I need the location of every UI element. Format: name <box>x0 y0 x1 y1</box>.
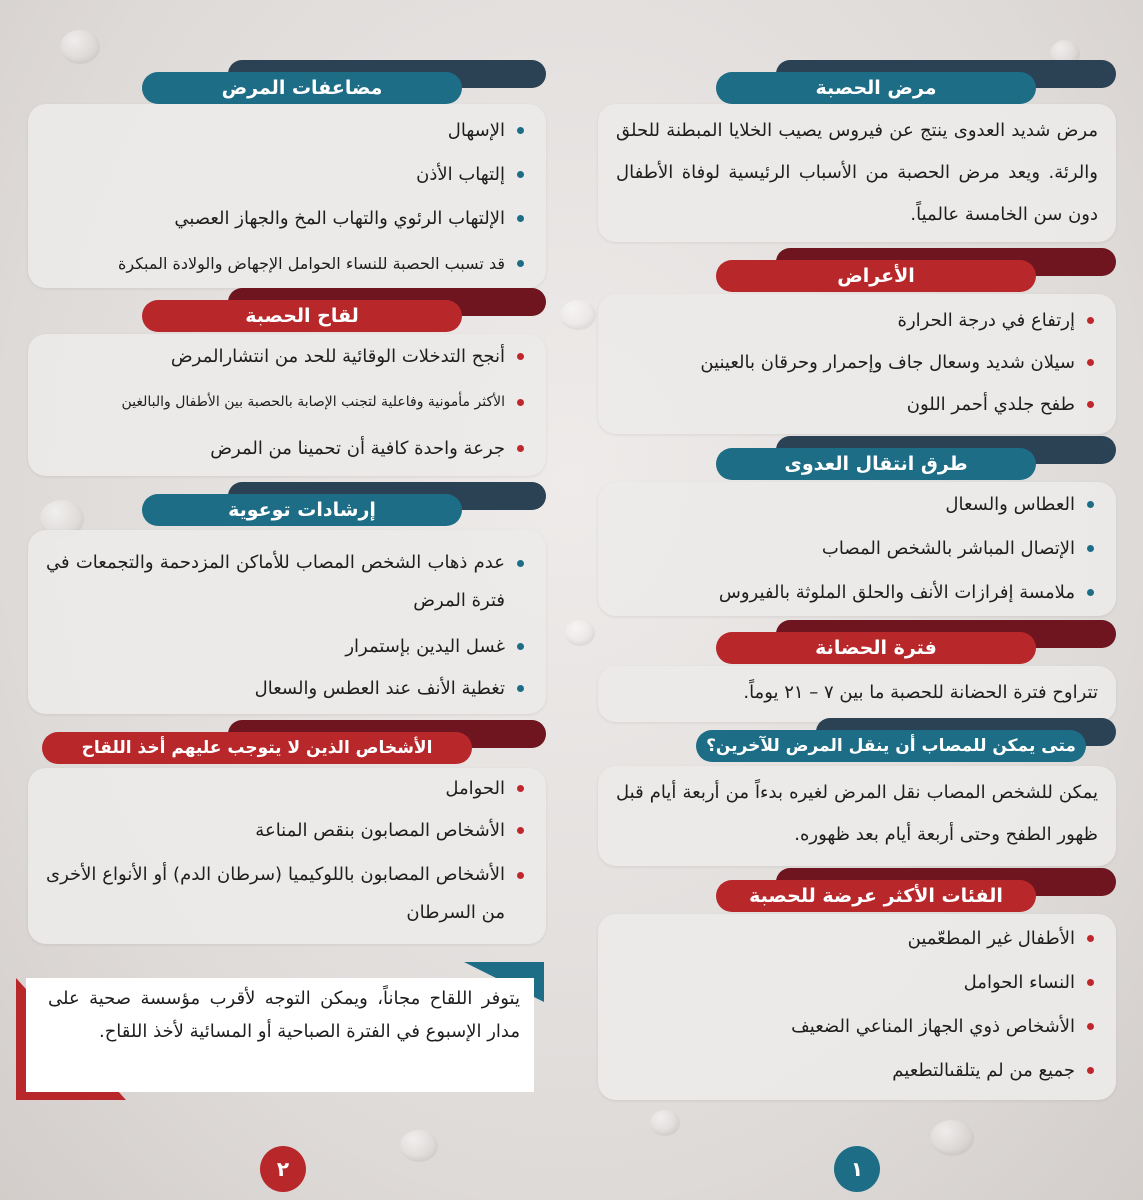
list-item: سيلان شديد وسعال جاف وإحمرار وحرقان بالعينين <box>700 352 1094 373</box>
no-vaccine-box <box>28 768 546 944</box>
bullet-icon <box>1087 401 1094 408</box>
bullet-icon <box>517 685 524 692</box>
vaccine-box <box>28 334 546 476</box>
section-header-complications <box>28 60 546 104</box>
measles-description: مرض شديد العدوى ينتج عن فيروس يصيب الخلايا المبطنة للحلق والرئة. ويعد مرض الحصبة من الأسباب الرئيسية لوفاة الأطفال دون سن الخامسة عالمياً. <box>616 120 1098 225</box>
bullet-icon <box>517 353 524 360</box>
incubation-box <box>598 666 1116 722</box>
list-item: طفح جلدي أحمر اللون <box>907 394 1094 415</box>
list-item: الأشخاص المصابون باللوكيميا (سرطان الدم) أو الأنواع الأخرى من السرطان <box>46 856 524 932</box>
bullet-icon <box>517 171 524 178</box>
section-title: الأشخاص الذين لا يتوجب عليهم أخذ اللقاح <box>42 732 472 764</box>
section-title: الفئات الأكثر عرضة للحصبة <box>716 880 1036 912</box>
list-item: عدم ذهاب الشخص المصاب للأماكن المزدحمة والتجمعات في فترة المرض <box>46 544 524 620</box>
bullet-icon <box>517 872 524 879</box>
section-title: إرشادات توعوية <box>142 494 462 526</box>
list-item: أنجح التدخلات الوقائية للحد من انتشارالمرض <box>171 346 524 367</box>
list-item: جرعة واحدة كافية أن تحمينا من المرض <box>210 438 524 459</box>
section-header-measles <box>706 60 1116 104</box>
bullet-icon <box>517 827 524 834</box>
incubation-text: تتراوح فترة الحضانة للحصبة ما بين ٧ – ٢١ يوماً. <box>743 682 1098 703</box>
measles-description-box <box>598 104 1116 242</box>
risk-groups-box <box>598 914 1116 1100</box>
list-item: قد تسبب الحصبة للنساء الحوامل الإجهاض والولادة المبكرة <box>118 254 524 273</box>
section-header-incubation <box>706 620 1116 664</box>
transmission-box <box>598 482 1116 616</box>
page-number: ١ <box>834 1146 880 1192</box>
bullet-icon <box>1087 545 1094 552</box>
water-drop <box>560 300 596 330</box>
bullet-icon <box>1087 317 1094 324</box>
list-item: الأطفال غير المطعّمين <box>908 928 1094 949</box>
list-item: الحوامل <box>445 778 524 799</box>
note-text: يتوفر اللقاح مجاناً، ويمكن التوجه لأقرب مؤسسة صحية على مدار الإسبوع في الفترة الصباحية أو المسائية لأخذ اللقاح. <box>48 988 520 1042</box>
contagious-box <box>598 766 1116 866</box>
bullet-icon <box>1087 501 1094 508</box>
list-item: ملامسة إفرازات الأنف والحلق الملوثة بالفيروس <box>719 582 1094 603</box>
list-item: الأشخاص المصابون بنقص المناعة <box>255 820 524 841</box>
bullet-icon <box>1087 359 1094 366</box>
section-header-awareness <box>28 482 546 526</box>
bullet-icon <box>1087 935 1094 942</box>
list-item: العطاس والسعال <box>945 494 1094 515</box>
bullet-icon <box>1087 589 1094 596</box>
section-header-transmission <box>706 436 1116 480</box>
section-header-risk-groups <box>706 868 1116 912</box>
section-title: فترة الحضانة <box>716 632 1036 664</box>
list-item: الإلتهاب الرئوي والتهاب المخ والجهاز العصبي <box>174 208 524 229</box>
contagious-text: يمكن للشخص المصاب نقل المرض لغيره بدءاً من أربعة أيام قبل ظهور الطفح وحتى أربعة أيام بعد ظهوره. <box>616 782 1098 845</box>
bullet-icon <box>517 785 524 792</box>
bullet-icon <box>517 445 524 452</box>
section-title: طرق انتقال العدوى <box>716 448 1036 480</box>
section-title: مرض الحصبة <box>716 72 1036 104</box>
section-title: مضاعفات المرض <box>142 72 462 104</box>
list-item: إلتهاب الأذن <box>416 164 524 185</box>
list-item: الأشخاص ذوي الجهاز المناعي الضعيف <box>791 1016 1094 1037</box>
symptoms-box <box>598 294 1116 434</box>
bullet-icon <box>1087 979 1094 986</box>
list-item: إرتفاع في درجة الحرارة <box>898 310 1094 331</box>
awareness-box <box>28 530 546 714</box>
list-item: الأكثر مأمونية وفاعلية لتجنب الإصابة بالحصبة بين الأطفال والبالغين <box>121 394 524 410</box>
section-header-contagious <box>696 718 1116 762</box>
bullet-icon <box>517 260 524 267</box>
bullet-icon <box>517 399 524 406</box>
bullet-icon <box>517 215 524 222</box>
page-1 <box>598 0 1116 1200</box>
bullet-icon <box>1087 1067 1094 1074</box>
section-header-vaccine <box>28 288 546 332</box>
list-item: غسل اليدين بإستمرار <box>345 636 524 657</box>
list-item: جميع من لم يتلقىالتطعيم <box>892 1060 1094 1081</box>
water-drop <box>565 620 595 646</box>
free-vaccine-note <box>16 962 544 1100</box>
section-header-symptoms <box>706 248 1116 292</box>
list-item: الإسهال <box>448 120 524 141</box>
bullet-icon <box>517 127 524 134</box>
page-number: ٢ <box>260 1146 306 1192</box>
section-title: متى يمكن للمصاب أن ينقل المرض للآخرين؟ <box>696 730 1086 762</box>
section-header-no-vaccine <box>28 720 546 764</box>
list-item: الإتصال المباشر بالشخص المصاب <box>822 538 1094 559</box>
section-title: لقاح الحصبة <box>142 300 462 332</box>
list-item: النساء الحوامل <box>964 972 1094 993</box>
bullet-icon <box>1087 1023 1094 1030</box>
bullet-icon <box>517 643 524 650</box>
list-item: تغطية الأنف عند العطس والسعال <box>255 678 524 699</box>
complications-box <box>28 104 546 288</box>
section-title: الأعراض <box>716 260 1036 292</box>
bullet-icon <box>517 560 524 567</box>
